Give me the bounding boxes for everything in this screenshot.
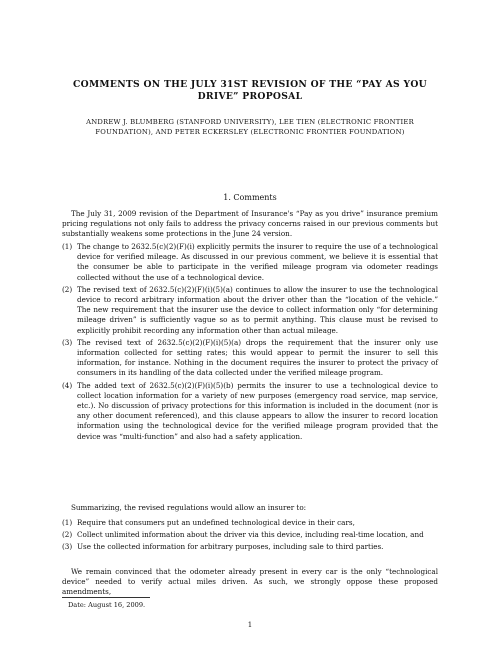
closing-paragraph: We remain convinced that the odometer already present in every car is the only “technological device” needed to verify actual miles driven. As such, we strongly oppose these proposed amendments, xyxy=(62,567,438,597)
list-item xyxy=(62,518,438,528)
author-list: ANDREW J. BLUMBERG (STANFORD UNIVERSITY), LEE TIEN (ELECTRONIC FRONTIER FOUNDATION), AND PETER ECKERSLEY (ELECTRONIC FRONTIER FOUNDATION) xyxy=(86,118,414,136)
list-item xyxy=(62,285,438,336)
list-item-text: The change to 2632.5(c)(2)(F)(i) explicitly permits the insurer to require the use of a technological device for verified mileage. As discussed in our previous comment, we believe it is essential that the consumer be able to participate in the verified mileage program via odometer readings collected without the use of a technological device. xyxy=(77,242,438,282)
intro-paragraph: The July 31, 2009 revision of the Department of Insurance's “Pay as you drive” insurance premium pricing regulations not only fails to address the privacy concerns raised in our previous comments but substantially weakens some protections in the June 24 version. xyxy=(62,209,438,239)
list-item-number: (1) xyxy=(62,242,73,251)
list-item xyxy=(62,381,438,442)
list-item xyxy=(62,542,438,552)
footnote-divider xyxy=(62,597,150,598)
list-item-number: (1) xyxy=(62,518,73,527)
list-item-text: The added text of 2632.5(c)(2)(F)(i)(5)(b) permits the insurer to use a technological device to collect location information for a variety of new purposes (emergency road service, map service, etc.). No discussion of privacy protections for this information is included in the document (nor is any other document referenced), and this clause appears to allow the insurer to record location information using the technological device for the verified mileage program provided that the device was “multi-function” and also had a safety application. xyxy=(77,380,438,441)
summary-list xyxy=(62,518,438,555)
document-title: COMMENTS ON THE JULY 31ST REVISION OF THE “PAY AS YOU DRIVE” PROPOSAL xyxy=(73,79,427,102)
list-item-text: Use the collected information for arbitrary purposes, including sale to third parties. xyxy=(77,542,384,552)
footnote-date: Date: August 16, 2009. xyxy=(68,601,146,609)
list-item xyxy=(62,242,438,283)
section-heading: 1. Comments xyxy=(223,193,277,202)
list-item-text: Require that consumers put an undefined technological device in their cars, xyxy=(77,518,355,527)
list-item-text: Collect unlimited information about the driver via this device, including real-time location, and xyxy=(77,530,424,540)
comments-list xyxy=(62,242,438,444)
list-item-text: The revised text of 2632.5(c)(2)(F)(i)(5)(a) drops the requirement that the insurer only use information collected for setting rates; this would appear to permit the insurer to sell this information, for instance. Nothing in the document requires the insurer to protect the privacy of consumers in its handling of the data collected under the verified mileage program. xyxy=(77,337,438,378)
list-item xyxy=(62,530,438,540)
list-item-text: The revised text of 2632.5(c)(2)(F)(i)(5)(a) continues to allow the insurer to use the technological device to record arbitrary information about the driver other than the “location of the vehicle.” The new requirement that the insurer use the device to collect information only “for determining mileage driven” is sufficiently vague so as to permit anything. This clause must be revised to explicitly prohibit recording any information other than actual mileage. xyxy=(77,284,438,335)
list-item-number: (3) xyxy=(62,337,73,347)
list-item-number: (2) xyxy=(62,284,73,294)
page-number: 1 xyxy=(247,621,253,629)
list-item-number: (4) xyxy=(62,380,73,390)
list-item xyxy=(62,338,438,379)
list-item-number: (2) xyxy=(62,530,73,540)
summary-intro: Summarizing, the revised regulations would allow an insurer to: xyxy=(71,503,307,512)
list-item-number: (3) xyxy=(62,542,73,552)
